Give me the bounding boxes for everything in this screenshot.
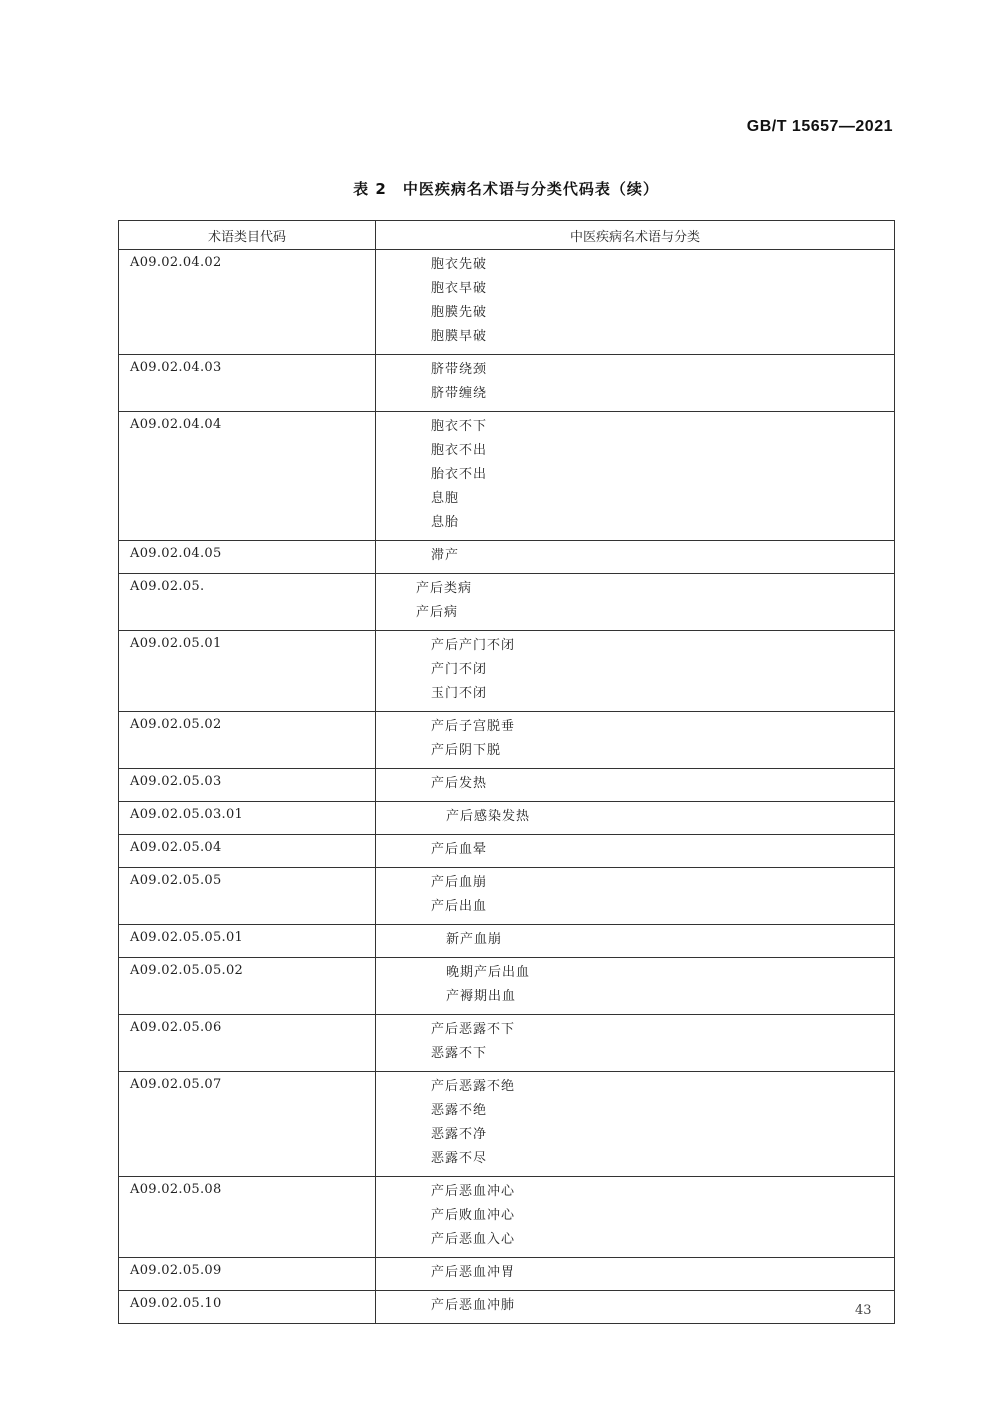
category-code: A09.02.05.05 xyxy=(119,868,376,925)
term-name: 恶露不绝 xyxy=(431,1103,488,1118)
term-name: 脐带缠绕 xyxy=(431,386,488,401)
term-name: 脐带绕颈 xyxy=(431,362,488,377)
table-row xyxy=(119,712,895,769)
term-name: 恶露不下 xyxy=(431,1046,488,1061)
category-code: A09.02.04.04 xyxy=(119,412,376,541)
term-name: 新产血崩 xyxy=(446,932,503,947)
term-cell xyxy=(376,802,895,835)
term-name: 息胎 xyxy=(431,515,460,530)
term-name: 产后类病 xyxy=(416,581,473,596)
table-header-row xyxy=(119,221,895,250)
term-name: 恶露不净 xyxy=(431,1127,488,1142)
category-code: A09.02.05.05.01 xyxy=(119,925,376,958)
table-row xyxy=(119,574,895,631)
table-row xyxy=(119,868,895,925)
category-code: A09.02.05.08 xyxy=(119,1177,376,1258)
table-row xyxy=(119,925,895,958)
term-cell xyxy=(376,835,895,868)
term-cell xyxy=(376,1072,895,1177)
page-number: 43 xyxy=(855,1303,872,1318)
term-cell xyxy=(376,769,895,802)
table-row xyxy=(119,958,895,1015)
term-name: 产后发热 xyxy=(431,776,488,791)
term-name: 滞产 xyxy=(431,548,460,563)
table-row xyxy=(119,412,895,541)
category-code: A09.02.05.04 xyxy=(119,835,376,868)
category-code: A09.02.05.02 xyxy=(119,712,376,769)
term-name: 胞衣不出 xyxy=(431,443,488,458)
term-name: 胞膜早破 xyxy=(431,329,488,344)
term-cell xyxy=(376,925,895,958)
table-row xyxy=(119,802,895,835)
term-name: 胎衣不出 xyxy=(431,467,488,482)
term-name: 胞衣先破 xyxy=(431,257,488,272)
term-name: 产后出血 xyxy=(431,899,488,914)
table-row xyxy=(119,250,895,355)
table-body xyxy=(119,250,895,1324)
term-name: 产后恶血冲肺 xyxy=(431,1298,516,1313)
term-cell xyxy=(376,1258,895,1291)
term-name: 胞膜先破 xyxy=(431,305,488,320)
term-name: 产后产门不闭 xyxy=(431,638,516,653)
term-cell xyxy=(376,250,895,355)
term-name: 胞衣早破 xyxy=(431,281,488,296)
term-cell xyxy=(376,541,895,574)
category-code: A09.02.04.03 xyxy=(119,355,376,412)
category-code: A09.02.05.09 xyxy=(119,1258,376,1291)
term-name: 息胞 xyxy=(431,491,460,506)
term-cell xyxy=(376,1291,895,1324)
term-name: 产后恶露不绝 xyxy=(431,1079,516,1094)
table-row xyxy=(119,1015,895,1072)
category-code: A09.02.05.01 xyxy=(119,631,376,712)
term-name: 产后感染发热 xyxy=(446,809,531,824)
category-code: A09.02.05.07 xyxy=(119,1072,376,1177)
table-row xyxy=(119,1177,895,1258)
term-cell xyxy=(376,958,895,1015)
term-name: 恶露不尽 xyxy=(431,1151,488,1166)
table-row xyxy=(119,769,895,802)
table-title: 表 2 中医疾病名术语与分类代码表（续） xyxy=(353,180,659,198)
table-row xyxy=(119,355,895,412)
table-row xyxy=(119,1072,895,1177)
category-code: A09.02.05.06 xyxy=(119,1015,376,1072)
term-name: 产后恶血冲胃 xyxy=(431,1265,516,1280)
column-header-term: 中医疾病名术语与分类 xyxy=(376,221,895,250)
term-cell xyxy=(376,412,895,541)
term-name: 产褥期出血 xyxy=(446,989,517,1004)
category-code: A09.02.05.03 xyxy=(119,769,376,802)
term-name: 胞衣不下 xyxy=(431,419,488,434)
table-row xyxy=(119,541,895,574)
category-code: A09.02.04.05 xyxy=(119,541,376,574)
term-name: 产后血晕 xyxy=(431,842,488,857)
term-name: 产后子宫脱垂 xyxy=(431,719,516,734)
category-code: A09.02.05.05.02 xyxy=(119,958,376,1015)
category-code: A09.02.05. xyxy=(119,574,376,631)
category-code: A09.02.05.03.01 xyxy=(119,802,376,835)
term-cell xyxy=(376,868,895,925)
term-cell xyxy=(376,355,895,412)
term-name: 产后恶血冲心 xyxy=(431,1184,516,1199)
term-cell xyxy=(376,1177,895,1258)
table-row xyxy=(119,631,895,712)
term-cell xyxy=(376,1015,895,1072)
term-name: 玉门不闭 xyxy=(431,686,488,701)
term-name: 晚期产后出血 xyxy=(446,965,531,980)
term-name: 产后血崩 xyxy=(431,875,488,890)
table-row xyxy=(119,1291,895,1324)
column-header-code: 术语类目代码 xyxy=(119,221,376,250)
category-code: A09.02.04.02 xyxy=(119,250,376,355)
term-cell xyxy=(376,712,895,769)
term-name: 产后恶露不下 xyxy=(431,1022,516,1037)
table-row xyxy=(119,1258,895,1291)
term-name: 产门不闭 xyxy=(431,662,488,677)
standard-number: GB/T 15657—2021 xyxy=(746,118,893,135)
table-row xyxy=(119,835,895,868)
term-cell xyxy=(376,574,895,631)
term-cell xyxy=(376,631,895,712)
term-name: 产后阴下脱 xyxy=(431,743,502,758)
term-name: 产后恶血入心 xyxy=(431,1232,516,1247)
term-classification-table xyxy=(118,220,895,1324)
term-name: 产后败血冲心 xyxy=(431,1208,516,1223)
term-name: 产后病 xyxy=(416,605,459,620)
category-code: A09.02.05.10 xyxy=(119,1291,376,1324)
